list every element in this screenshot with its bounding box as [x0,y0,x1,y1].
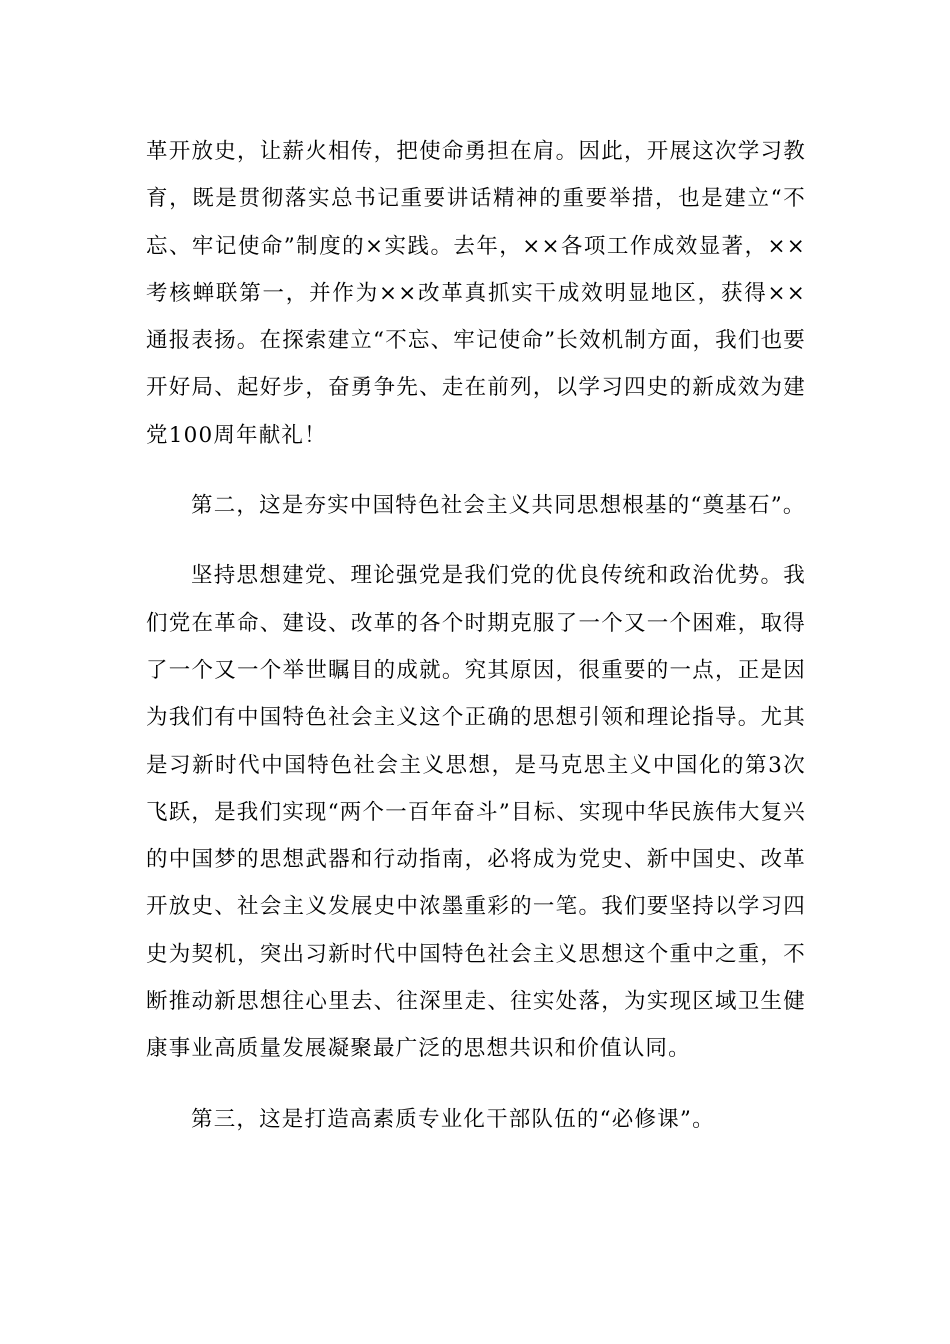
paragraph-continuation: 革开放史，让薪火相传，把使命勇担在肩。因此，开展这次学习教育，既是贯彻落实总书记重要讲话精神的重要举措，也是建立“不忘、牢记使命”制度的×实践。去年，××各项工作成效显著，××考核蝉联第一，并作为××改革真抓实干成效明显地区，获得××通报表扬。在探索建立“不忘、牢记使命”长效机制方面，我们也要开好局、起好步，奋勇争先、走在前列，以学习四史的新成效为建党100周年献礼！ [146,139,806,448]
document-body [146,128,806,1143]
paragraph-heading-second: 第二，这是夯实中国特色社会主义共同思想根基的“奠基石”。 [191,493,806,519]
paragraph-heading-third: 第三，这是打造高素质专业化干部队伍的“必修课”。 [191,1106,715,1132]
paragraph-body: 坚持思想建党、理论强党是我们党的优良传统和政治优势。我们党在革命、建设、改革的各个时期克服了一个又一个困难，取得了一个又一个举世瞩目的成就。究其原因，很重要的一点，正是因为我们有中国特色社会主义这个正确的思想引领和理论指导。尤其是习新时代中国特色社会主义思想，是马克思主义中国化的第3次飞跃，是我们实现“两个一百年奋斗”目标、实现中华民族伟大复兴的中国梦的思想武器和行动指南，必将成为党史、新中国史、改革开放史、社会主义发展史中浓墨重彩的一笔。我们要坚持以学习四史为契机，突出习新时代中国特色社会主义思想这个重中之重，不断推动新思想往心里去、往深里走、往实处落，为实现区域卫生健康事业高质量发展凝聚最广泛的思想共识和价值认同。 [146,563,806,1062]
